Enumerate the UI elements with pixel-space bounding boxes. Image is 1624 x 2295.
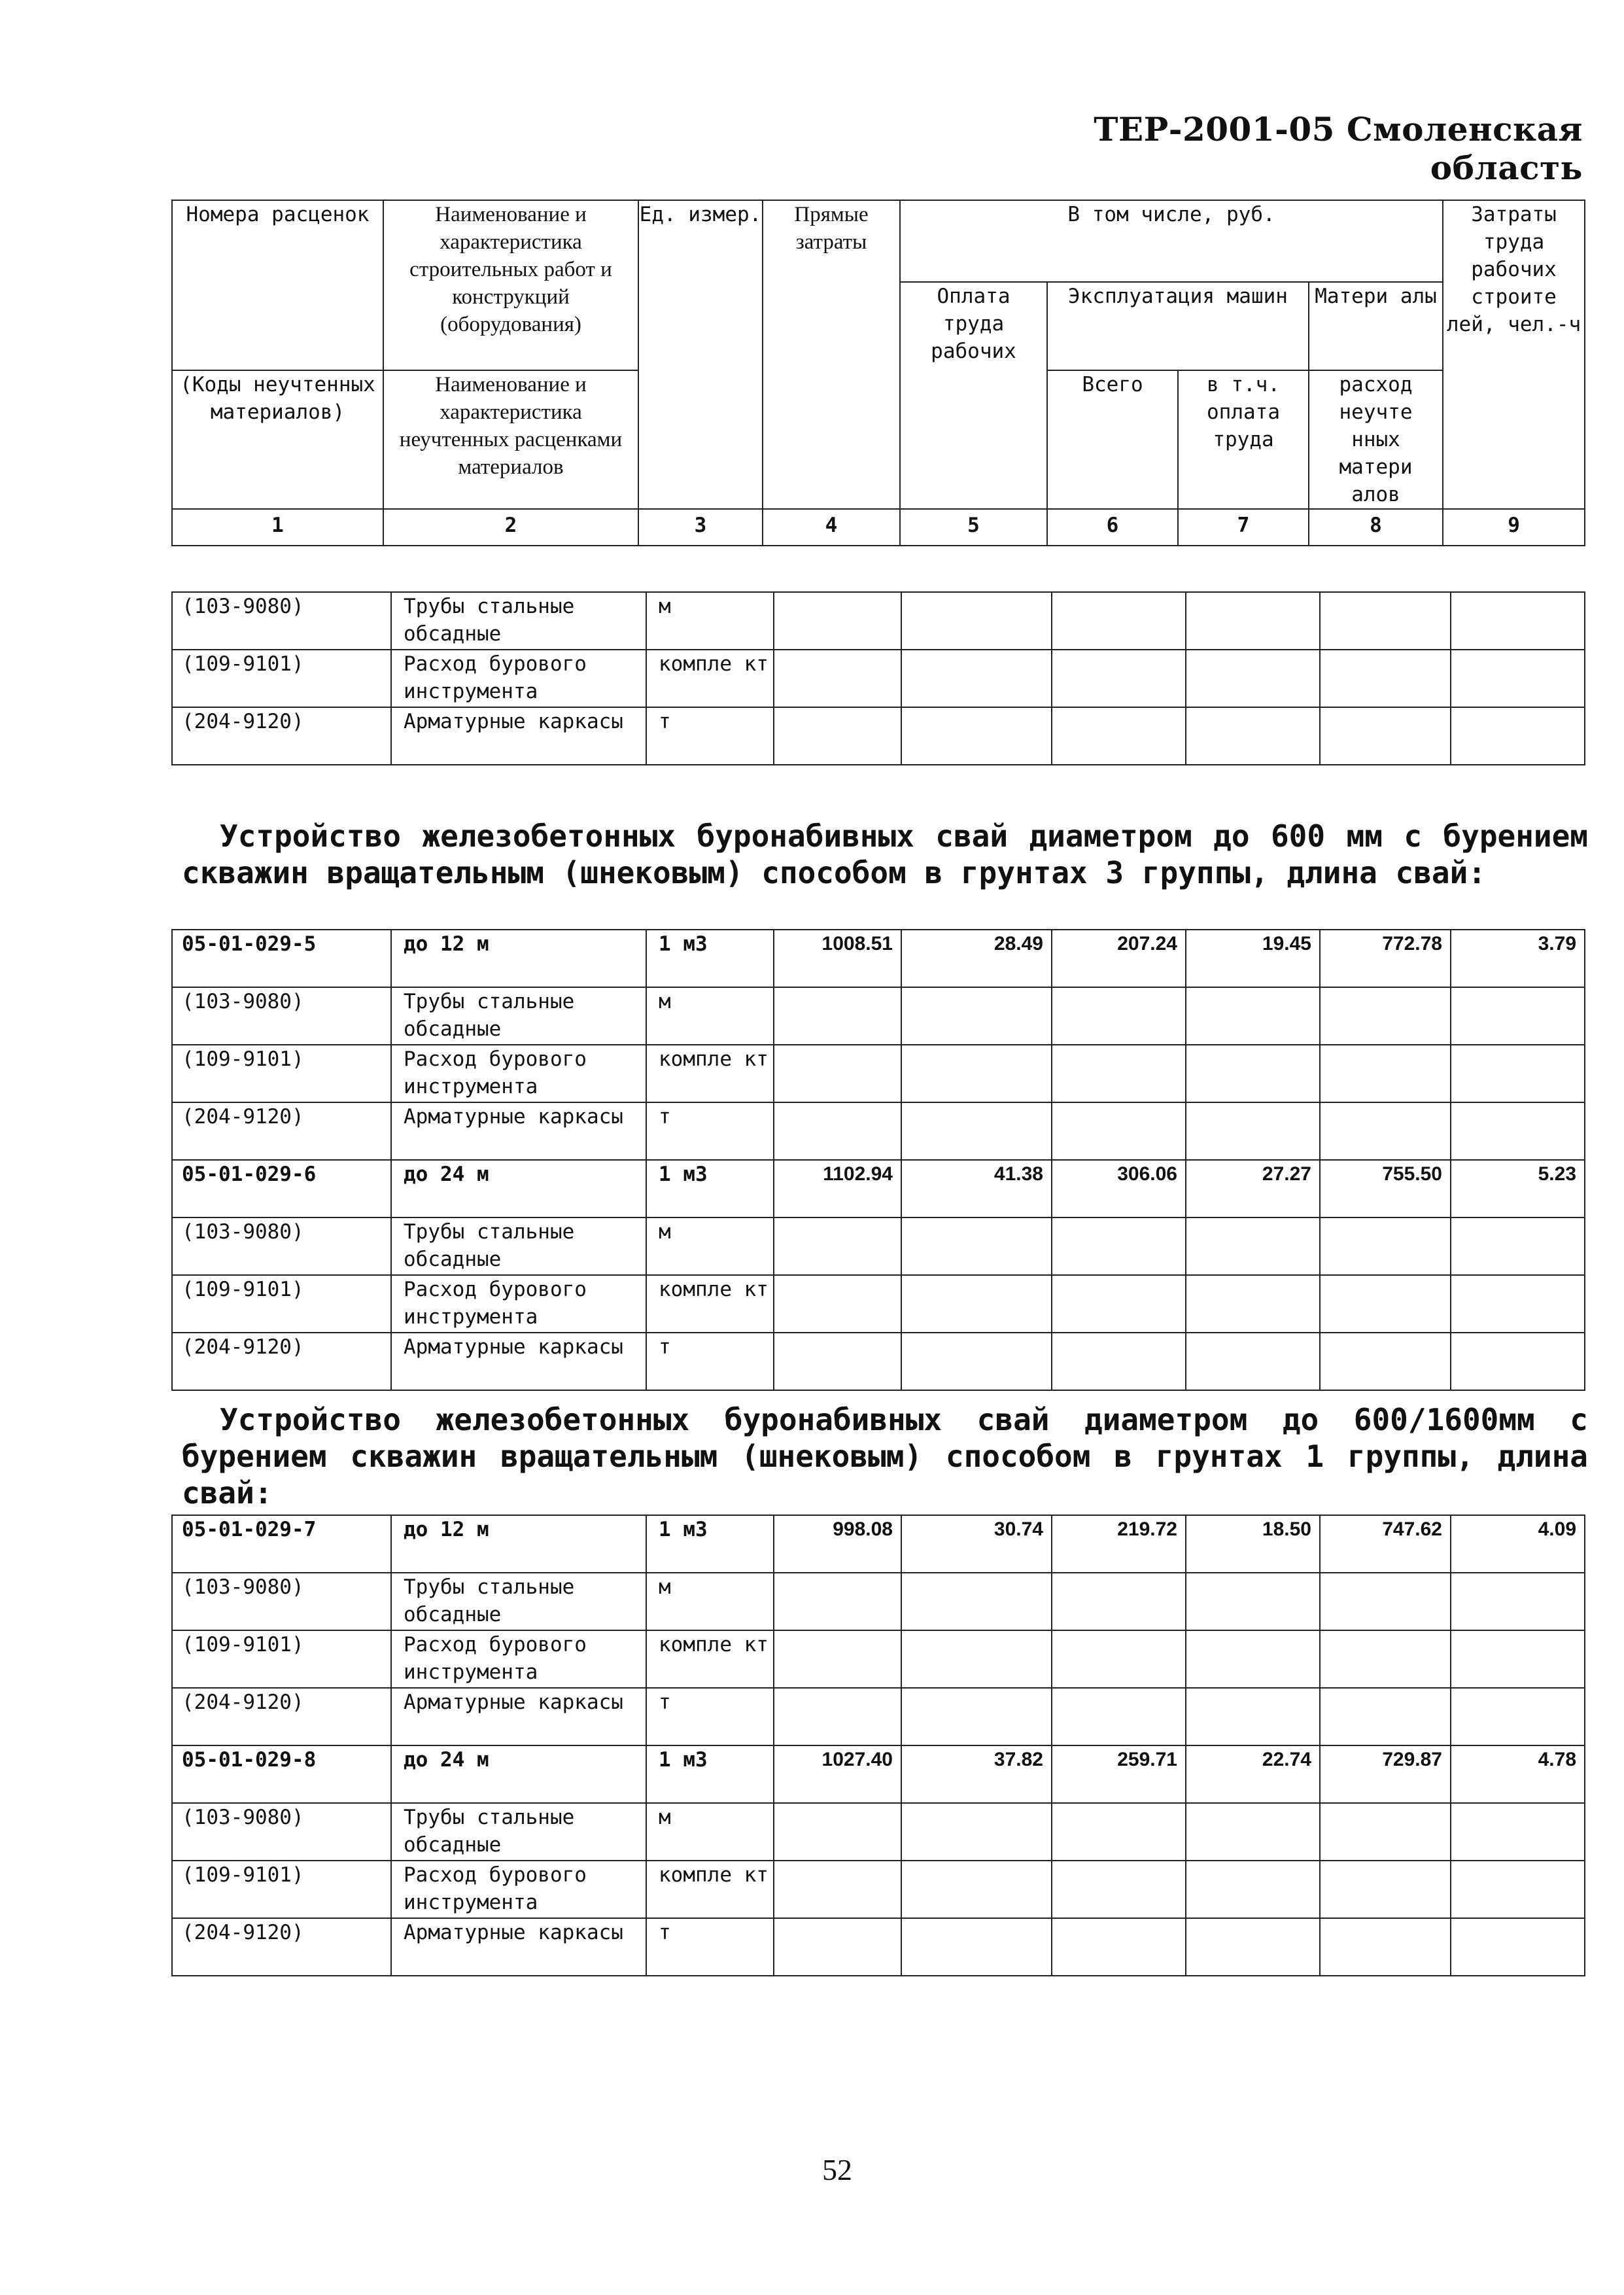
cell-direct-costs: 1027.40 [774,1745,901,1803]
cell-direct-costs [774,1918,901,1976]
cell-labor-hours: 4.78 [1451,1745,1585,1803]
cell-labor-hours [1451,1630,1585,1688]
cell-direct-costs [774,1333,901,1390]
continuation-table [171,591,1585,765]
cell-materials [1320,1218,1451,1275]
cell-machines-total: 259.71 [1052,1745,1186,1803]
column-number: 2 [383,509,638,546]
cell-machines-total [1052,1861,1186,1918]
cell-rate-code: (109-9101) [172,650,391,707]
page-title: ТЕР-2001-05 Смоленская область [1094,110,1583,187]
cell-direct-costs: 998.08 [774,1515,901,1573]
cell-unit: 1 м3 [646,1745,774,1803]
cell-materials [1320,1045,1451,1102]
cell-labor-pay [901,1630,1052,1688]
cell-labor-hours [1451,592,1585,650]
cell-materials: 747.62 [1320,1515,1451,1573]
cell-machines-labor [1186,1573,1320,1630]
cell-labor-hours: 3.79 [1451,930,1585,987]
cell-work-name: Расход бурового инструмента [391,650,646,707]
cell-machines-labor [1186,1630,1320,1688]
header-materials: Матери алы [1309,282,1443,370]
cell-machines-labor [1186,1688,1320,1745]
header-material-consumption: расход неучте нных матери алов [1309,370,1443,509]
table-row [172,1045,1585,1102]
table-row [172,1630,1585,1688]
cell-labor-hours [1451,987,1585,1045]
cell-labor-hours [1451,1218,1585,1275]
cell-materials [1320,987,1451,1045]
cell-direct-costs [774,1803,901,1861]
cell-materials: 729.87 [1320,1745,1451,1803]
cell-work-name: Трубы стальные обсадные [391,987,646,1045]
cell-materials [1320,1102,1451,1160]
cell-machines-labor: 27.27 [1186,1160,1320,1218]
cell-work-name: Арматурные каркасы [391,1333,646,1390]
cell-machines-total [1052,650,1186,707]
header-rate-numbers: Номера расценок [172,200,383,370]
cell-rate-code: (204-9120) [172,707,391,765]
cell-unit: компле кт [646,1045,774,1102]
cell-labor-pay [901,1102,1052,1160]
cell-direct-costs: 1008.51 [774,930,901,987]
header-work-name: Наименование и характеристика строительных работ и конструкций (оборудования) [383,200,638,370]
cell-rate-code: (204-9120) [172,1918,391,1976]
cell-labor-pay [901,1918,1052,1976]
cell-labor-pay [901,987,1052,1045]
column-number: 9 [1443,509,1585,546]
header-material-name: Наименование и характеристика неучтенных расценками материалов [383,370,638,509]
cell-direct-costs [774,987,901,1045]
cell-unit: т [646,707,774,765]
cell-machines-total [1052,987,1186,1045]
cell-work-name: Расход бурового инструмента [391,1630,646,1688]
cell-unit: компле кт [646,650,774,707]
cell-labor-pay [901,650,1052,707]
table-row [172,707,1585,765]
column-header-table [171,200,1585,546]
cell-labor-pay [901,1803,1052,1861]
table-row [172,1275,1585,1333]
cell-machines-total [1052,1573,1186,1630]
cell-direct-costs [774,1630,901,1688]
cell-work-name: Трубы стальные обсадные [391,1803,646,1861]
section-title: Устройство железобетонных буронабивных свай диаметром до 600 мм с бурением скважин вращательным (шнековым) способом в грунтах 3 группы, длина свай: [182,818,1588,890]
cell-labor-hours [1451,650,1585,707]
cell-direct-costs [774,1102,901,1160]
cell-labor-hours: 5.23 [1451,1160,1585,1218]
cell-rate-code: 05-01-029-8 [172,1745,391,1803]
cell-labor-hours [1451,1918,1585,1976]
cell-machines-total [1052,1218,1186,1275]
cell-direct-costs [774,1218,901,1275]
cell-unit: м [646,1218,774,1275]
cell-machines-total [1052,1102,1186,1160]
column-number: 5 [900,509,1047,546]
cell-materials [1320,1573,1451,1630]
cell-labor-hours [1451,707,1585,765]
header-material-codes: (Коды неучтенных материалов) [172,370,383,509]
cell-machines-labor: 19.45 [1186,930,1320,987]
cell-labor-hours [1451,1573,1585,1630]
cell-machines-total: 219.72 [1052,1515,1186,1573]
column-number: 1 [172,509,383,546]
cell-direct-costs [774,707,901,765]
cell-machines-labor [1186,1918,1320,1976]
table-row [172,1861,1585,1918]
cell-rate-code: (204-9120) [172,1688,391,1745]
cell-work-name: Расход бурового инструмента [391,1045,646,1102]
cell-rate-code: (109-9101) [172,1861,391,1918]
cell-labor-pay: 37.82 [901,1745,1052,1803]
rates-table [171,929,1585,1391]
cell-labor-pay [901,1218,1052,1275]
table-row [172,987,1585,1045]
column-number: 4 [763,509,900,546]
cell-rate-code: (109-9101) [172,1630,391,1688]
cell-machines-total [1052,1630,1186,1688]
cell-rate-code: (204-9120) [172,1333,391,1390]
cell-machines-labor [1186,1333,1320,1390]
cell-work-name: Арматурные каркасы [391,707,646,765]
cell-direct-costs [774,1045,901,1102]
rates-table [171,1515,1585,1976]
cell-machines-total [1052,707,1186,765]
table-row [172,930,1585,987]
cell-labor-pay [901,1573,1052,1630]
cell-work-name: до 24 м [391,1745,646,1803]
table-row [172,1573,1585,1630]
cell-materials [1320,1918,1451,1976]
cell-machines-total [1052,1688,1186,1745]
cell-machines-labor [1186,1803,1320,1861]
cell-direct-costs [774,1573,901,1630]
cell-rate-code: (103-9080) [172,987,391,1045]
cell-labor-pay [901,707,1052,765]
cell-unit: компле кт [646,1861,774,1918]
cell-materials [1320,1333,1451,1390]
cell-materials: 772.78 [1320,930,1451,987]
table-row [172,1745,1585,1803]
table-row [172,1688,1585,1745]
page-number: 52 [822,2153,852,2186]
column-number: 6 [1047,509,1178,546]
cell-direct-costs [774,1688,901,1745]
cell-machines-labor: 18.50 [1186,1515,1320,1573]
cell-materials [1320,1803,1451,1861]
cell-labor-pay [901,1861,1052,1918]
header-including-group: В том числе, руб. [900,200,1443,282]
cell-machines-labor [1186,1218,1320,1275]
cell-labor-hours: 4.09 [1451,1515,1585,1573]
cell-labor-hours [1451,1861,1585,1918]
cell-work-name: до 24 м [391,1160,646,1218]
cell-machines-total [1052,1045,1186,1102]
cell-work-name: Арматурные каркасы [391,1102,646,1160]
cell-labor-pay [901,1688,1052,1745]
cell-machines-labor [1186,1861,1320,1918]
section-title: Устройство железобетонных буронабивных свай диаметром до 600/1600мм с бурением скважин вращательным (шнековым) способом в грунтах 1 группы, длина свай: [182,1402,1588,1511]
cell-work-name: до 12 м [391,1515,646,1573]
cell-machines-total [1052,1803,1186,1861]
cell-labor-hours [1451,1102,1585,1160]
cell-work-name: до 12 м [391,930,646,987]
cell-materials [1320,1630,1451,1688]
cell-rate-code: 05-01-029-5 [172,930,391,987]
cell-unit: м [646,987,774,1045]
cell-direct-costs [774,650,901,707]
header-labor-hours: Затраты труда рабочих строите лей, чел.-ч [1443,200,1585,509]
table-row [172,1218,1585,1275]
cell-unit: т [646,1333,774,1390]
cell-machines-total [1052,1918,1186,1976]
cell-labor-hours [1451,1045,1585,1102]
cell-machines-labor [1186,592,1320,650]
cell-labor-pay [901,1333,1052,1390]
header-machines-total: Всего [1047,370,1178,509]
table-row [172,1333,1585,1390]
cell-unit: компле кт [646,1275,774,1333]
cell-unit: м [646,1803,774,1861]
cell-materials [1320,1688,1451,1745]
cell-work-name: Трубы стальные обсадные [391,1573,646,1630]
cell-materials [1320,650,1451,707]
cell-labor-hours [1451,1333,1585,1390]
cell-rate-code: (204-9120) [172,1102,391,1160]
cell-machines-total: 207.24 [1052,930,1186,987]
header-labor-pay: Оплата труда рабочих [900,282,1047,509]
cell-unit: т [646,1918,774,1976]
cell-rate-code: 05-01-029-6 [172,1160,391,1218]
header-machines-group: Эксплуатация машин [1047,282,1309,370]
cell-labor-pay [901,1045,1052,1102]
cell-work-name: Расход бурового инструмента [391,1861,646,1918]
cell-rate-code: (103-9080) [172,1573,391,1630]
cell-direct-costs [774,1275,901,1333]
cell-machines-labor [1186,1275,1320,1333]
cell-unit: 1 м3 [646,930,774,987]
cell-labor-hours [1451,1275,1585,1333]
cell-labor-pay [901,592,1052,650]
cell-rate-code: (103-9080) [172,1803,391,1861]
cell-labor-hours [1451,1803,1585,1861]
cell-work-name: Арматурные каркасы [391,1918,646,1976]
header-unit: Ед. измер. [638,200,763,509]
cell-machines-total: 306.06 [1052,1160,1186,1218]
cell-direct-costs: 1102.94 [774,1160,901,1218]
table-row [172,650,1585,707]
column-number: 8 [1309,509,1443,546]
cell-machines-labor: 22.74 [1186,1745,1320,1803]
cell-unit: м [646,592,774,650]
header-direct-costs: Прямые затраты [763,200,900,509]
cell-materials [1320,707,1451,765]
cell-unit: м [646,1573,774,1630]
table-row [172,1515,1585,1573]
cell-labor-pay: 30.74 [901,1515,1052,1573]
cell-rate-code: (109-9101) [172,1045,391,1102]
cell-unit: 1 м3 [646,1160,774,1218]
cell-work-name: Трубы стальные обсадные [391,592,646,650]
cell-work-name: Трубы стальные обсадные [391,1218,646,1275]
cell-machines-total [1052,1275,1186,1333]
cell-materials: 755.50 [1320,1160,1451,1218]
cell-work-name: Арматурные каркасы [391,1688,646,1745]
column-number: 3 [638,509,763,546]
cell-direct-costs [774,1861,901,1918]
cell-labor-hours [1451,1688,1585,1745]
cell-machines-labor [1186,1102,1320,1160]
cell-unit: т [646,1688,774,1745]
cell-machines-total [1052,1333,1186,1390]
cell-work-name: Расход бурового инструмента [391,1275,646,1333]
cell-labor-pay: 28.49 [901,930,1052,987]
cell-unit: компле кт [646,1630,774,1688]
cell-rate-code: (103-9080) [172,592,391,650]
cell-machines-labor [1186,987,1320,1045]
header-machines-labor: в т.ч. оплата труда [1178,370,1309,509]
table-row [172,592,1585,650]
cell-materials [1320,1275,1451,1333]
table-row [172,1102,1585,1160]
cell-direct-costs [774,592,901,650]
cell-machines-labor [1186,650,1320,707]
cell-unit: 1 м3 [646,1515,774,1573]
table-row [172,1918,1585,1976]
cell-machines-total [1052,592,1186,650]
table-row [172,1803,1585,1861]
cell-rate-code: (109-9101) [172,1275,391,1333]
cell-materials [1320,592,1451,650]
cell-labor-pay [901,1275,1052,1333]
table-row [172,1160,1585,1218]
cell-unit: т [646,1102,774,1160]
cell-labor-pay: 41.38 [901,1160,1052,1218]
cell-machines-labor [1186,707,1320,765]
column-number: 7 [1178,509,1309,546]
cell-rate-code: (103-9080) [172,1218,391,1275]
cell-machines-labor [1186,1045,1320,1102]
cell-materials [1320,1861,1451,1918]
cell-rate-code: 05-01-029-7 [172,1515,391,1573]
